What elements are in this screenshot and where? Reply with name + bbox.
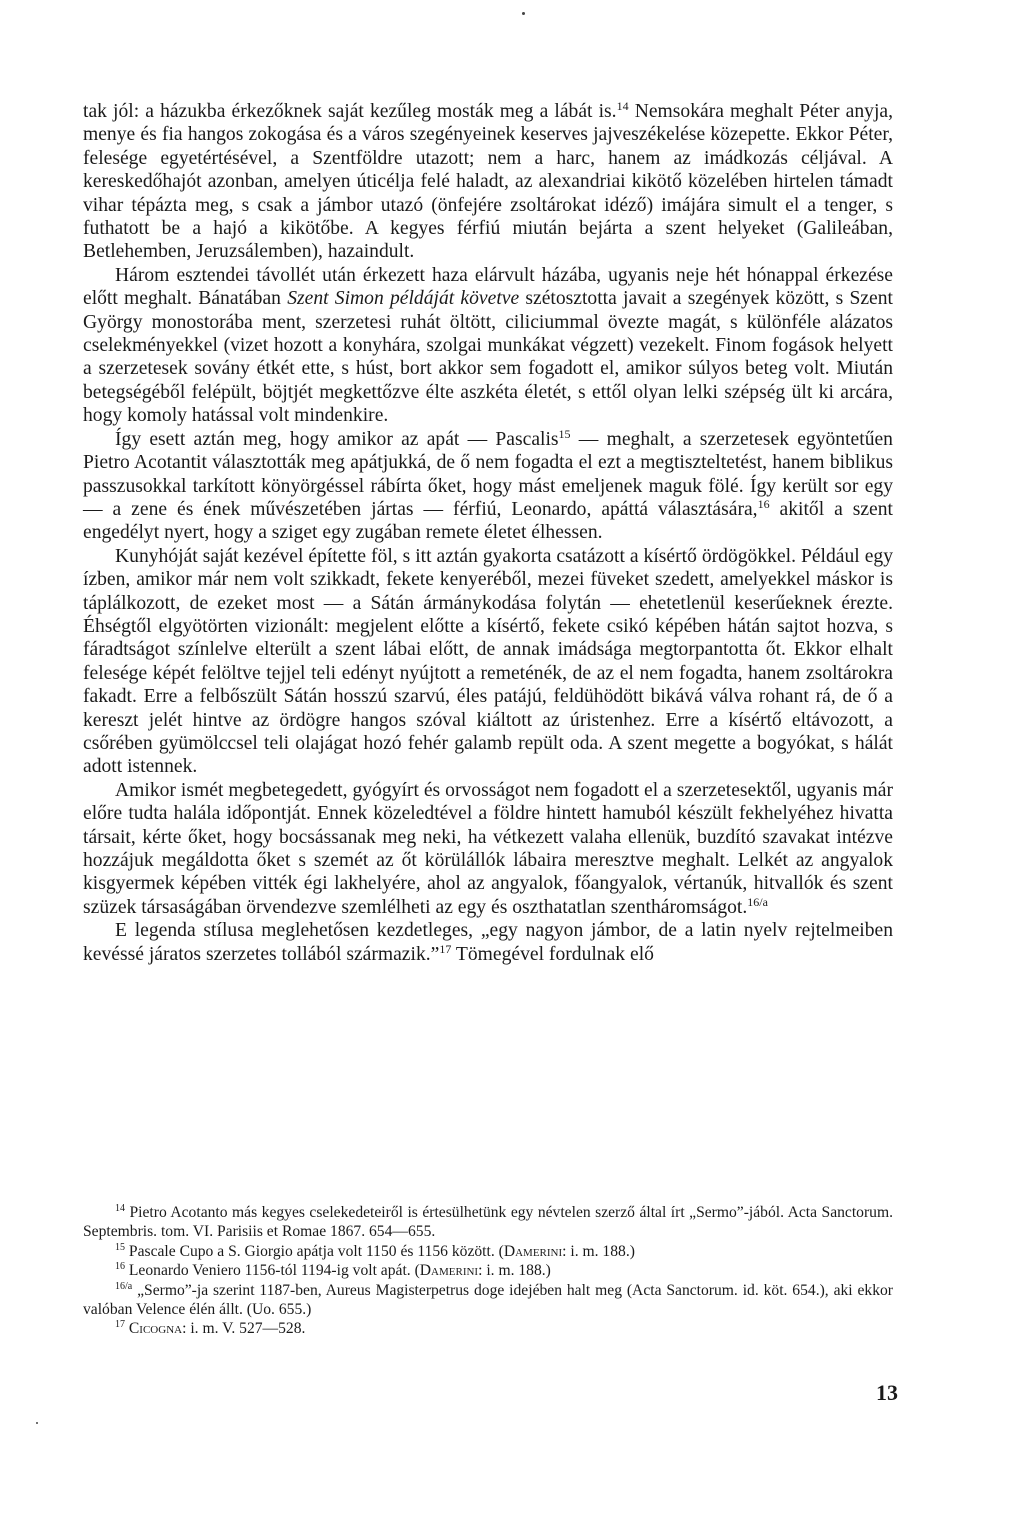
text-run: akitől a szent engedélyt nyert, hogy a sziget egy zugában remete életet élhessen. xyxy=(83,498,893,544)
paragraph-2 xyxy=(83,264,893,428)
author-name: Damerini xyxy=(503,1242,563,1260)
text-run: E legenda stílusa meglehetősen kezdetleges, „egy nagyon jámbor, de a latin nyelv rejtelmeiben kevéssé járatos szerzetes tollából származik.” xyxy=(83,920,893,965)
footnote-15 xyxy=(83,1242,893,1261)
scan-speck xyxy=(36,1422,38,1424)
footnote-ref: 15 xyxy=(558,426,571,441)
scan-speck xyxy=(522,12,525,15)
footnote-ref: 17 xyxy=(439,941,452,956)
footnote-number: 16 xyxy=(115,1261,125,1273)
text-run: — meghalt, a szerzetesek egyöntetűen Pietro Acotantit választották meg apátjukká, de ő nem fogadta el ezt a megtiszteltetést, hanem biblikus passzusokkal tarkított könyörgéssel rábírta őket, hogy mást emeljenek maguk fölé. Így került sor egy — a zene és ének művészetében jártas — férfiú, Leonardo, apáttá választására, xyxy=(83,428,893,520)
footnote-17 xyxy=(83,1319,893,1338)
paragraph-5 xyxy=(83,779,893,919)
text-run: Így esett aztán meg, hogy amikor az apát — Pascalis xyxy=(115,428,559,450)
footnote-text: Leonardo Veniero 1156-tól 1194-ig volt apát. ( xyxy=(128,1262,420,1280)
footnote-16 xyxy=(83,1261,893,1280)
footnote-text: : i. m. 188.) xyxy=(562,1242,635,1260)
footnote-text: : i. m. 188.) xyxy=(478,1262,551,1280)
footnote-ref: 14 xyxy=(616,99,629,113)
footnote-16a xyxy=(83,1281,893,1320)
footnote-text: Pascale Cupo a S. Giorgio apátja volt 1150 és 1156 között. ( xyxy=(128,1242,504,1260)
text-run: Amikor ismét megbetegedett, gyógyírt és orvosságot nem fogadott el a szerzetesektől, ugyanis már előre tudta halála időpontját. Ennek közeledtével a földre hintett hamuból készült fekhelyéhez hivatta társait, kérte őket, hogy bocsássanak meg neki, ha vétkezett valaha ellenük, buzdító szavakat intézve hozzájuk megáldotta őket s szemét az őt körülállók lábaira meresztve meghalt. Lelkét az angyalok kisgyermek képében vitték égi lakhelyére, ahol az angyalok, főangyalok, vértanúk, hitvallók és szent szüzek társaságában örvendezve szemlélheti az egy és oszthatatlan szentháromságot. xyxy=(83,779,893,918)
paragraph-1 xyxy=(83,100,893,264)
footnote-ref: 16/a xyxy=(747,894,768,909)
footnote-text: „Sermo”-ja szerint 1187-ben, Aureus Magisterpetrus doge idejében halt meg (Acta Sanctorum. id. köt. 654.), aki ekkor valóban Velence élén állt. (Uo. 655.) xyxy=(83,1281,893,1319)
text-run: Három esztendei távollét után érkezett haza elárvult házába, ugyanis neje hét hónappal érkezése előtt meghalt. Bánatában xyxy=(83,264,893,310)
text-run: tak jól: a házukba érkezőknek saját kezűleg mosták meg a lábát is. xyxy=(83,101,617,122)
italic-phrase: Szent Simon példáját követve xyxy=(287,288,520,310)
footnote-number: 14 xyxy=(115,1203,125,1214)
page-number: 13 xyxy=(876,1380,898,1405)
footnote-text: : i. m. V. 527—528. xyxy=(182,1320,306,1338)
footnote-number: 17 xyxy=(115,1319,125,1331)
author-name: Damerini xyxy=(419,1262,479,1280)
footnote-14 xyxy=(83,1203,893,1242)
paragraph-6 xyxy=(83,919,893,966)
text-run: Tömegével fordulnak elő xyxy=(451,943,654,965)
footnote-number: 16/a xyxy=(115,1280,133,1292)
text-run: szétosztotta javait a szegények között, s Szent György monostorába ment, szerzetesi ruhát öltött, ciliciummal övezte magát, s különféle alázatos cselekményekkel (vizet hozott a konyhára, szolgai munkákat végzett) vezekelt. Finom fogások helyett a szerzetesek sovány étkét ette, s húst, bort akkor sem fogadott el, amikor súlyos beteg volt. Miután betegségéből felépült, böjtjét megkettőzve élte aszkéta életét, s ettől olyan lelki szépség ült ki arcára, hogy komoly hatással volt mindenkire. xyxy=(83,288,893,427)
main-text xyxy=(83,100,893,966)
footnote-number: 15 xyxy=(115,1241,125,1253)
text-run: Nemsokára meghalt Péter anyja, menye és fia hangos zokogása és a város szegényeinek keserves jajveszékelése közepette. Ekkor Péter, felesége egyetértésével, a Szentföldre utazott; nem a harc, hanem az imádkozás céljával. A kereskedőhajót azonban, amelyen úticélja felé haladt, az alexandriai kikötő közelében hirtelen támadt vihar tépázta meg, s csak a jámbor utazó (önfejére zsoltárokat idéző) imájára simult el a tenger, s futhatott be a hajó a kikötőbe. A kegyes férfiú miután bejárta a szent helyeket (Galileában, Betlehemben, Jeruzsálemben), hazaindult. xyxy=(83,101,893,263)
paragraph-4: Kunyhóját saját kezével építette föl, s itt aztán gyakorta csatázott a kísértő ördögökkel. Például egy ízben, amikor már nem volt szikkadt, fekete kenyeréből, mezei füveket szedett, amelyekkel máskor is táplálkozott, de ezeket most — a Sátán ármánykodása folytán — ehetetlenül keserűeknek érezte. Éhségtől elgyötörten vizionált: megjelent előtte a kísértő, fekete csikó képében hátán sajtot hozva, s fáradtságot színlelve elterült a szent lábai előtt, de annak imádsága megtorpantotta őt. Ekkor elhalt felesége képét felöltve tejjel teli edényt nyújtott a remeténék, de az el nem fogadta, hanem zsoltárokra fakadt. Erre a felbőszült Sátán hosszú szarvú, éles patájú, feldühödött bikává válva rohant rá, de ő a kereszt jelét hintve az ördögre hangos szóval kiáltott az úristenhez. Erre a kísértő eltávozott, a csőrében gyümölccsel teli olajágat hozó fehér galamb repült oda. A szent megette a bogyókat, s hálát adott istennek. xyxy=(83,545,893,778)
footnote-text: Pietro Acotanto más kegyes cselekedeteiről is értesülhetünk egy névtelen szerző által írt „Sermo”-jából. Acta Sanctorum. Septembris. tom. VI. Parisiis et Romae 1867. 654—655. xyxy=(83,1204,893,1241)
paragraph-3 xyxy=(83,428,893,545)
author-name: Cicogna xyxy=(128,1320,183,1338)
footnotes xyxy=(83,1203,893,1339)
footnote-ref: 16 xyxy=(757,496,770,511)
